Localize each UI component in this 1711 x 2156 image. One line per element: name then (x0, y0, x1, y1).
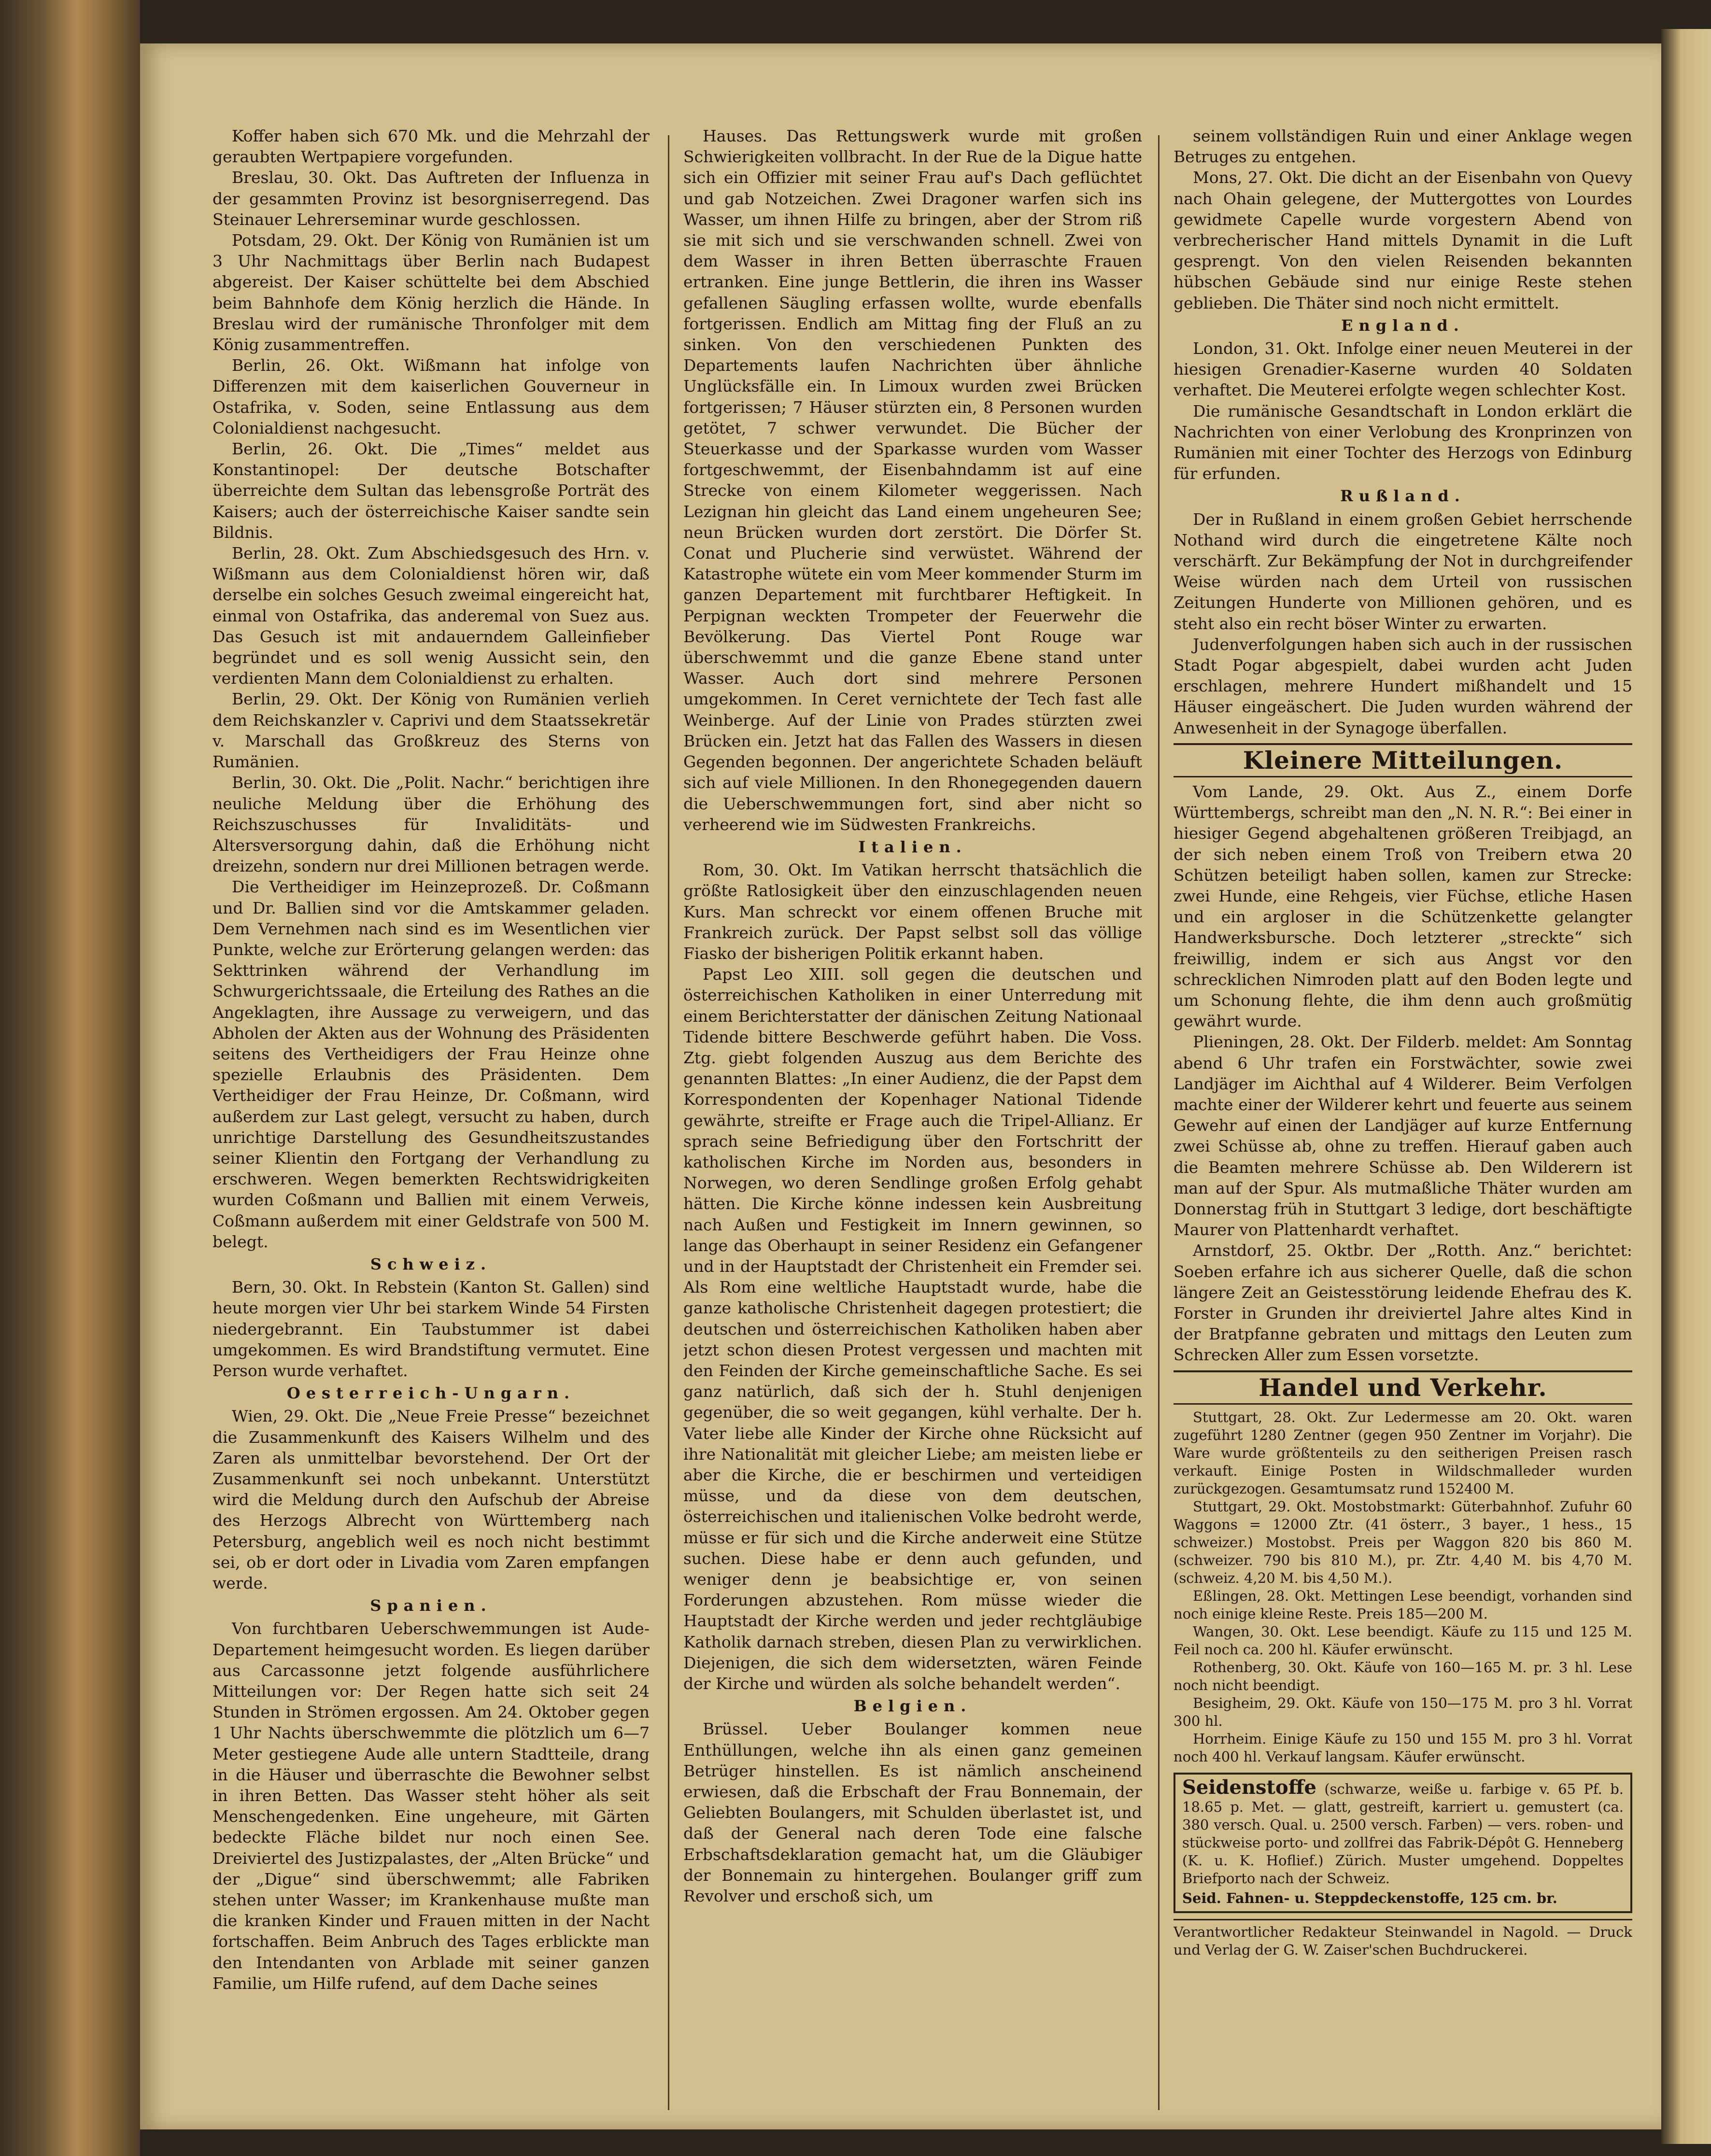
article-paragraph: Mons, 27. Okt. Die dicht an der Eisenbahn von Quevy nach Ohain gelegene, der Muttergottes von Lourdes gewidmete Capelle wurde vorgestern Abend von verbrecherischer Hand mittels Dynamit in die Luft gesprengt. Von den vielen Reisenden bekannten hübschen Gebäude sind nur einige Reste stehen geblieben. Die Thäter sind noch nicht ermittelt. (1174, 168, 1632, 312)
column-rule (668, 135, 669, 2110)
article-paragraph: Berlin, 26. Okt. Die „Times“ meldet aus Konstantinopel: Der deutsche Botschafter überreichte dem Sultan das lebensgroße Porträt des Kaisers; auch der österreichische Kaiser sandte sein Bildnis. (212, 439, 650, 542)
section-box-title: Kleinere Mitteilungen. (1174, 743, 1632, 777)
article-paragraph: Hauses. Das Rettungswerk wurde mit großen Schwierigkeiten vollbracht. In der Rue de la Digue hatte sich ein Offizier mit seiner Frau auf's Dach geflüchtet und gab Notzeichen. Zwei Dragoner warfen sich ins Wasser, um ihnen Hilfe zu bringen, aber der Strom riß sie mit sich und sie verschwanden schnell. Zwei von dem Wasser in ihren Betten überraschte Frauen ertranken. Eine junge Bettlerin, die ihren ins Wasser gefallenen Säugling erfassen wollte, wurde ebenfalls fortgerissen. Endlich am Mittag fing der Fluß an zu sinken. Von den verschiedenen Punkten des Departements laufen Nachrichten über ähnliche Unglücksfälle ein. In Limoux wurden zwei Brücken fortgerissen; 7 Häuser stürzten ein, 8 Personen wurden getötet, 7 schwer verwundet. Die Bücher der Steuerkasse und der Sparkasse wurden vom Wasser fortgeschwemmt, der Eisenbahndamm ist auf eine Strecke von einem Kilometer weggerissen. Nach Lezignan hin gleicht das Land einem ungeheuren See; neun Brücken wurden dort zerstört. Die Dörfer St. Conat und Plucherie sind verwüstet. Während der Katastrophe wütete ein vom Meer kommender Sturm im ganzen Departement mit furchtbarer Heftigkeit. In Perpignan weckten Trompeter der Feuerwehr die Bevölkerung. Das Viertel Pont Rouge war überschwemmt und die ganze Ebene stand unter Wasser. Auch dort sind mehrere Personen umgekommen. In Ceret vernichtete der Tech fast alle Weinberge. Auf der Linie von Prades stürzten zwei Brücken ein. Jetzt hat das Fallen des Wassers in diesen Gegenden begonnen. Der angerichtete Schaden beläuft sich auf viele Millionen. In den Rhonegegenden dauern die Ueberschwemmungen fort, sind aber nicht so verheerend wie im Südwesten Frankreichs. (683, 127, 1142, 834)
article-paragraph: Die Vertheidiger im Heinzeprozeß. Dr. Coßmann und Dr. Ballien sind vor die Amtskammer geladen. Dem Vernehmen nach sind es im Wesentlichen vier Punkte, welche zur Erörterung gelangen werden: das Sekttrinken während der Verhandlung im Schwurgerichtssaale, die Erteilung des Rathes an die Angeklagten, ihre Aussage zu verweigern, und das Abholen der Akten aus der Wohnung des Präsidenten seitens des Vertheidigers der Frau Heinze ohne spezielle Erlaubnis des Präsidenten. Dem Vertheidiger der Frau Heinze, Dr. Coßmann, wird außerdem zur Last gelegt, versucht zu haben, durch unrichtige Darstellung des Gesundheitszustandes seiner Klientin den Fortgang der Verhandlung zu erschweren. Wegen bemerkten Rechtswidrigkeiten wurden Coßmann und Ballien mit einem Verweis, Coßmann außerdem mit einer Geldstrafe von 500 M. belegt. (212, 877, 650, 1251)
market-report: Stuttgart, 28. Okt. Zur Ledermesse am 20. Okt. waren zugeführt 1280 Zentner (gegen 950 Zentner im Vorjahr). Die Ware wurde größtenteils zu den seitherigen Preisen rasch verkauft. Einige Posten in Wildschmalleder wurden zurückgezogen. Gesamtumsatz rund 152400 M. (1174, 1409, 1632, 1497)
column-rule (1158, 135, 1160, 2110)
column-3-articles (1174, 126, 1632, 1766)
article-paragraph: Berlin, 29. Okt. Der König von Rumänien verlieh dem Reichskanzler v. Caprivi und dem Staatssekretär v. Marschall das Großkreuz des Sterns von Rumänien. (212, 690, 650, 772)
market-report: Stuttgart, 29. Okt. Mostobstmarkt: Güterbahnhof. Zufuhr 60 Waggons = 12000 Ztr. (41 österr., 3 bayer., 1 hess., 15 schweizer.) Mostobst. Preis per Waggon 820 bis 860 M. (schweizer. 790 bis 810 M.), pr. Ztr. 4,40 M. bis 4,70 M. (schweiz. 4,20 M. bis 4,50 M.). (1174, 1498, 1632, 1586)
column-1 (212, 126, 650, 2110)
market-report: Wangen, 30. Okt. Lese beendigt. Käufe zu 115 und 125 M. Feil noch ca. 200 hl. Käufer erwünscht. (1174, 1623, 1632, 1658)
article-paragraph: Berlin, 28. Okt. Zum Abschiedsgesuch des Hrn. v. Wißmann aus dem Colonialdienst hören wir, daß derselbe ein solches Gesuch zweimal eingereicht hat, einmal von Ostafrika, das anderemal von Suez aus. Das Gesuch ist mit andauerndem Galleinfieber begründet und es soll wenig Aussicht sein, den verdienten Mann dem Colonialdienst zu erhalten. (212, 544, 650, 688)
article-paragraph: Von furchtbaren Ueberschwemmungen ist Aude-Departement heimgesucht worden. Es liegen darüber aus Carcassonne jetzt folgende ausführlichere Mitteilungen vor: Der Regen hatte sich seit 24 Stunden in Strömen ergossen. Am 24. Oktober gegen 1 Uhr Nachts überschwemmte die plötzlich um 6—7 Meter gestiegene Aude alle untern Stadtteile, drang in die Häuser und überraschte die Bewohner selbst in ihren Betten. Das Wasser steht höher als seit Menschengedenken. Eine ungeheure, mit Gärten bedeckte Fläche bildet nur noch einen See. Dreiviertel des Justizpalastes, der „Alten Brücke“ und der „Digue“ sind überschwemmt; alle Fabriken stehen unter Wasser; im Krankenhause mußte man die kranken Kinder und Frauen mitten in der Nacht fortschaffen. Beim Anbruch des Tages erblickte man den Intendanten von Arblade mit seiner ganzen Familie, um Hilfe rufend, auf dem Dache seines (212, 1619, 650, 1993)
market-report: Eßlingen, 28. Okt. Mettingen Lese beendigt, vorhanden sind noch einige kleine Reste. Preis 185—200 M. (1174, 1587, 1632, 1622)
market-report: Rothenberg, 30. Okt. Käufe von 160—165 M. pr. 3 hl. Lese noch nicht beendigt. (1174, 1659, 1632, 1693)
article-paragraph: Vom Lande, 29. Okt. Aus Z., einem Dorfe Württembergs, schreibt man den „N. N. R.“: Bei einer in hiesiger Gegend abgehaltenen größeren Treibjagd, an der sich neben einem Troß von Treibern etwa 20 Schützen beteiligt haben sollen, kamen zur Strecke: zwei Hunde, eine Rehgeis, vier Füchse, etliche Hasen und ein argloser in die Schützenkette gelangter Handwerksbursche. Doch letzterer „streckte“ sich freiwillig, indem er sich aus Angst vor den schrecklichen Nimroden platt auf den Boden legte und um Schonung flehte, die ihm denn auch großmütig gewährt wurde. (1174, 782, 1632, 1031)
next-page-edge (1661, 29, 1711, 2144)
column-2 (683, 126, 1142, 2110)
article-paragraph: Judenverfolgungen haben sich auch in der russischen Stadt Pogar abgespielt, dabei wurden acht Juden erschlagen, mehrere Hundert mißhandelt und 15 Häuser eingeäschert. Die Juden wurden während der Anwesenheit in der Synagoge überfallen. (1174, 634, 1632, 737)
section-heading: England. (1341, 316, 1465, 335)
market-report: Horrheim. Einige Käufe zu 150 und 155 M. pro 3 hl. Vorrat noch 400 hl. Verkauf langsam. Käufer erwünscht. (1174, 1730, 1632, 1765)
article-paragraph: Der in Rußland in einem großen Gebiet herrschende Nothand wird durch die eingetretene Kälte noch verschärft. Zur Bekämpfung der Not in durchgreifender Weise würden nach dem Urteil von russischen Zeitungen Hunderte von Millionen gehören, und es steht also ein recht böser Winter zu erwarten. (1174, 509, 1632, 633)
ad-title: Seidenstoffe (1182, 1776, 1316, 1799)
article-paragraph: Die rumänische Gesandtschaft in London erklärt die Nachrichten von einer Verlobung des Kronprinzen von Rumänien mit einer Tochter des Herzogs von Edinburg für erfunden. (1174, 401, 1632, 483)
article-paragraph: Plieningen, 28. Okt. Der Filderb. meldet: Am Sonntag abend 6 Uhr trafen ein Forstwächter, sowie zwei Landjäger im Aichthal auf 4 Wilderer. Beim Verfolgen machte einer der Wilderer kehrt und feuerte aus seinem Gewehr auf einen der Landjäger auf kurze Entfernung zwei Schüsse ab, ohne zu treffen. Hierauf gaben auch die Beamten mehrere Schüsse ab. Den Wilderern ist man auf der Spur. Als mutmaßliche Thäter wurden am Donnerstag früh in Stuttgart 3 ledige, dort beschäftigte Maurer von Plattenhardt verhaftet. (1174, 1032, 1632, 1240)
imprint: Verantwortlicher Redakteur Steinwandel in Nagold. — Druck und Verlag der G. W. Zaiser'schen Buchdruckerei. (1174, 1919, 1632, 1959)
article-paragraph: Berlin, 26. Okt. Wißmann hat infolge von Differenzen mit dem kaiserlichen Gouverneur in Ostafrika, v. Soden, seine Entlassung aus dem Colonialdienst nachgesucht. (212, 356, 650, 437)
article-paragraph: Breslau, 30. Okt. Das Auftreten der Influenza in der gesammten Provinz ist besorgniserregend. Das Steinauer Lehrerseminar wurde geschlossen. (212, 168, 650, 229)
article-paragraph: Bern, 30. Okt. In Rebstein (Kanton St. Gallen) sind heute morgen vier Uhr bei starkem Winde 54 Firsten niedergebrannt. Ein Taubstummer ist dabei umgekommen. Es wird Brandstiftung vermutet. Eine Person wurde verhaftet. (212, 1278, 650, 1380)
section-heading: Spanien. (370, 1596, 492, 1615)
section-heading: Belgien. (853, 1697, 972, 1716)
article-paragraph: Papst Leo XIII. soll gegen die deutschen und österreichischen Katholiken in einer Unterredung mit einem Berichterstatter der dänischen Zeitung Nationaal Tidende bittere Beschwerde geführt haben. Die Voss. Ztg. giebt folgenden Auszug aus dem Berichte des genannten Blattes: „In einer Audienz, die der Papst dem Korrespondenten der Kopenhager National Tidende gewährte, streifte er Frage auch die Tripel-Allianz. Er sprach seine Befriedigung über den Fortschritt der katholischen Kirche im Norden aus, besonders in Norwegen, wo deren Sendlinge großen Erfolg gehabt hätten. Die Kirche könne indessen kein Ausbreitung nach Außen und Festigkeit im Innern gewinnen, so lange das Oberhaupt in seiner Residenz ein Gefangener und in der Hauptstadt der Christenheit ein Fremder sei. Als Rom eine weltliche Hauptstadt wurde, habe die ganze katholische Christenheit dagegen protestiert; die deutschen und österreichischen Katholiken haben aber jetzt schon diesen Protest vergessen und machten mit den Feinden der Kirche gemeinschaftliche Sache. Es sei ganz natürlich, daß sich der h. Stuhl denjenigen gegenüber, die so weit gegangen, kühl verhalte. Der h. Vater liebe alle Kinder der Kirche ohne Rücksicht auf ihre Nationalität mit gleicher Liebe; am meisten liebe er aber die Kirche, die er beschirmen und verteidigen müsse, und da diese von dem deutschen, österreichischen und italienischen Volke bedroht werde, müsse er für sich und die Kirche anderweit eine Stütze suchen. Diese habe er denn auch gefunden, und weniger denn je beabsichtige er, von seinen Forderungen abzustehen. Rom müsse wieder die Hauptstadt der Kirche werden und jeder rechtgläubige Katholik darnach streben, diesen Plan zu verwirklichen. Diejenigen, die sich dem widersetzten, wären Feinde der Kirche und würden als solche behandelt werden“. (683, 965, 1142, 1693)
column-3 (1174, 126, 1632, 2110)
section-heading: Oesterreich-Ungarn. (286, 1384, 576, 1403)
section-box-title: Handel und Verkehr. (1174, 1370, 1632, 1405)
advertisement (1174, 1773, 1632, 1913)
section-heading: Schweiz. (370, 1254, 492, 1273)
article-paragraph: Arnstdorf, 25. Oktbr. Der „Rotth. Anz.“ berichtet: Soeben erfahre ich aus sicherer Quelle, daß die schon längere Zeit an Geistesstörung leidende Ehefrau des K. Forster in Grunden ihr dreiviertel Jahre altes Kind in der Bratpfanne gebraten und mittags den Leuten zum Schrecken Aller zum Essen vorsetzte. (1174, 1241, 1632, 1365)
section-heading: Rußland. (1340, 487, 1466, 506)
article-paragraph: London, 31. Okt. Infolge einer neuen Meuterei in der hiesigen Grenadier-Kaserne wurden 40 Soldaten verhaftet. Die Meuterei erfolgte wegen schlechter Kost. (1174, 339, 1632, 400)
ad-body: (schwarze, weiße u. farbige v. 65 Pf. b. 18.65 p. Met. — glatt, gestreift, karriert u. gemustert (ca. 380 versch. Qual. u. 2500 versch. Farben) — vers. roben- und stückweise porto- und zollfrei das Fabrik-Dépôt G. Henneberg (K. u. K. Hoflief.) Zürich. Muster umgehend. Doppeltes Briefporto nach der Schweiz. (1182, 1780, 1624, 1887)
article-paragraph: Koffer haben sich 670 Mk. und die Mehrzahl der geraubten Wertpapiere vorgefunden. (212, 127, 650, 167)
article-paragraph: Berlin, 30. Okt. Die „Polit. Nachr.“ berichtigen ihre neuliche Meldung über die Erhöhung des Reichszuschusses für Invaliditäts- und Altersversorgung dahin, daß die Erhöhung nicht dreizehn, sondern nur drei Millionen betragen werde. (212, 773, 650, 876)
market-report: Besigheim, 29. Okt. Käufe von 150—175 M. pro 3 hl. Vorrat 300 hl. (1174, 1694, 1632, 1729)
article-paragraph: Potsdam, 29. Okt. Der König von Rumänien ist um 3 Uhr Nachmittags über Berlin nach Budapest abgereist. Der Kaiser schüttelte bei dem Abschied beim Bahnhofe dem König herzlich die Hände. In Breslau wird der rumänische Thronfolger mit dem König zusammentreffen. (212, 231, 650, 354)
book-binding (0, 0, 140, 2156)
article-paragraph: Brüssel. Ueber Boulanger kommen neue Enthüllungen, welche ihn als einen ganz gemeinen Betrüger hinstellen. Es ist nämlich anscheinend erwiesen, daß die Erbschaft der Frau Bonnemain, der Geliebten Boulangers, mit Schulden überlastet ist, und daß der General nach deren Tode eine falsche Erbschaftsdeklaration gemacht hat, um die Gläubiger der Bonnemain zu hintergehen. Boulanger griff zum Revolver und erschoß sich, um (683, 1719, 1142, 1906)
newspaper-page (140, 43, 1661, 2129)
section-heading: Italien. (858, 837, 967, 856)
article-paragraph: Wien, 29. Okt. Die „Neue Freie Presse“ bezeichnet die Zusammenkunft des Kaisers Wilhelm und des Zaren als unmittelbar bevorstehend. Der Ort der Zusammenkunft sei noch unbekannt. Unterstützt wird die Meldung durch den Aufschub der Abreise des Herzogs Albrecht von Württemberg nach Petersburg, angeblich weil es noch nicht bestimmt sei, ob er dort oder in Livadia vom Zaren empfangen werde. (212, 1407, 650, 1593)
article-paragraph: seinem vollständigen Ruin und einer Anklage wegen Betruges zu entgehen. (1174, 127, 1632, 167)
article-paragraph: Rom, 30. Okt. Im Vatikan herrscht thatsächlich die größte Ratlosigkeit über den einzuschlagenden neuen Kurs. Man schreckt vor einem offenen Bruche mit Frankreich zurück. Der Papst selbst soll das völlige Fiasko der bisherigen Politik erkannt haben. (683, 860, 1142, 963)
ad-footer: Seid. Fahnen- u. Steppdeckenstoffe, 125 cm. br. (1182, 1889, 1557, 1906)
